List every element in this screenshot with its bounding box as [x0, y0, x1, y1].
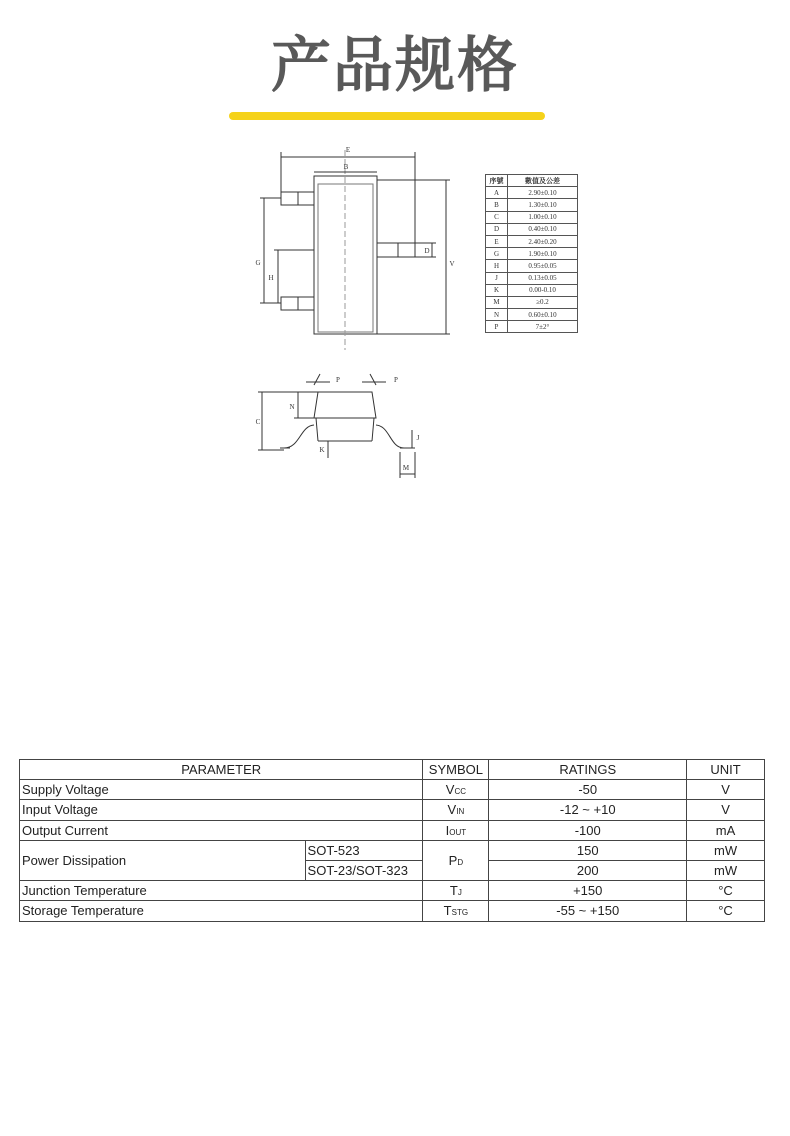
left-gull-lead [284, 425, 314, 448]
table-row [486, 272, 578, 284]
dim-key: P [486, 321, 508, 333]
label-m: M [402, 464, 410, 472]
param-cell: Junction Temperature [20, 881, 423, 901]
dim-value: 1.00±0.10 [508, 211, 578, 223]
dim-value: 0.00-0.10 [508, 284, 578, 296]
dim-value: 0.13±0.05 [508, 272, 578, 284]
rating-cell: -55 ~ +150 [489, 901, 687, 921]
table-row [486, 199, 578, 211]
param-cell: Power Dissipation [20, 840, 306, 880]
rating-cell: 150 [489, 840, 687, 860]
label-k: K [319, 446, 325, 454]
dim-key: J [486, 272, 508, 284]
table-header-row [20, 760, 765, 780]
table-row [20, 901, 765, 921]
dim-key: D [486, 223, 508, 235]
dim-key: B [486, 199, 508, 211]
table-row [486, 187, 578, 199]
right-lead [377, 243, 415, 257]
dim-key: E [486, 235, 508, 247]
right-gull-lead [376, 425, 404, 448]
dim-key: H [486, 260, 508, 272]
table-row [20, 840, 765, 860]
label-d: D [424, 247, 430, 255]
param-cell: Output Current [20, 820, 423, 840]
symbol-cell: TJ [423, 881, 489, 901]
dim-key: C [486, 211, 508, 223]
dim-value: 0.95±0.05 [508, 260, 578, 272]
package-cell: SOT-523 [305, 840, 423, 860]
param-cell: Input Voltage [20, 800, 423, 820]
dim-value: 7±2° [508, 321, 578, 333]
dim-header-value: 數值及公差 [508, 175, 578, 187]
table-row [486, 211, 578, 223]
table-row [20, 820, 765, 840]
unit-cell: mA [687, 820, 765, 840]
label-e: E [345, 146, 351, 154]
unit-cell: V [687, 780, 765, 800]
table-row [486, 284, 578, 296]
table-row [486, 309, 578, 321]
dim-key: G [486, 248, 508, 260]
rating-cell: -100 [489, 820, 687, 840]
page-title: 产品规格 [271, 31, 519, 101]
label-p-left: P [336, 376, 340, 384]
unit-cell: °C [687, 901, 765, 921]
table-row [486, 248, 578, 260]
table-row [486, 321, 578, 333]
table-row [486, 296, 578, 308]
label-p-right: P [394, 376, 398, 384]
table-row [20, 881, 765, 901]
symbol-cell: PD [423, 840, 489, 880]
label-n: N [289, 403, 295, 411]
unit-cell: mW [687, 860, 765, 880]
label-b: B [343, 163, 349, 171]
dim-value: 0.60±0.10 [508, 309, 578, 321]
rating-cell: 200 [489, 860, 687, 880]
unit-cell: V [687, 800, 765, 820]
table-row [20, 800, 765, 820]
dim-value: 1.90±0.10 [508, 248, 578, 260]
rating-cell: +150 [489, 881, 687, 901]
dimension-table [485, 174, 578, 333]
table-row [486, 260, 578, 272]
table-row [20, 780, 765, 800]
dim-key: M [486, 296, 508, 308]
unit-cell: mW [687, 840, 765, 860]
param-cell: Supply Voltage [20, 780, 423, 800]
package-cell: SOT-23/SOT-323 [305, 860, 423, 880]
dim-key: K [486, 284, 508, 296]
header-ratings: RATINGS [489, 760, 687, 780]
symbol-cell: IOUT [423, 820, 489, 840]
param-cell: Storage Temperature [20, 901, 423, 921]
dim-header-no: 序號 [486, 175, 508, 187]
symbol-cell: VIN [423, 800, 489, 820]
package-outline-drawing [0, 0, 790, 500]
dim-key: A [486, 187, 508, 199]
rating-cell: -50 [489, 780, 687, 800]
table-row [486, 235, 578, 247]
table-row [486, 223, 578, 235]
header-symbol: SYMBOL [423, 760, 489, 780]
side-view-body [314, 392, 376, 418]
absolute-ratings-table [19, 759, 765, 922]
label-v: V [449, 260, 455, 268]
label-g: G [255, 259, 261, 267]
dim-value: ≥0.2 [508, 296, 578, 308]
label-h: H [268, 274, 274, 282]
header-parameter: PARAMETER [20, 760, 423, 780]
unit-cell: °C [687, 881, 765, 901]
symbol-cell: VCC [423, 780, 489, 800]
symbol-cell: TSTG [423, 901, 489, 921]
dim-value: 2.40±0.20 [508, 235, 578, 247]
dim-key: N [486, 309, 508, 321]
label-c: C [255, 418, 261, 426]
dim-value: 2.90±0.10 [508, 187, 578, 199]
label-j: J [416, 434, 420, 442]
dim-value: 1.30±0.10 [508, 199, 578, 211]
rating-cell: -12 ~ +10 [489, 800, 687, 820]
header-unit: UNIT [687, 760, 765, 780]
dim-value: 0.40±0.10 [508, 223, 578, 235]
